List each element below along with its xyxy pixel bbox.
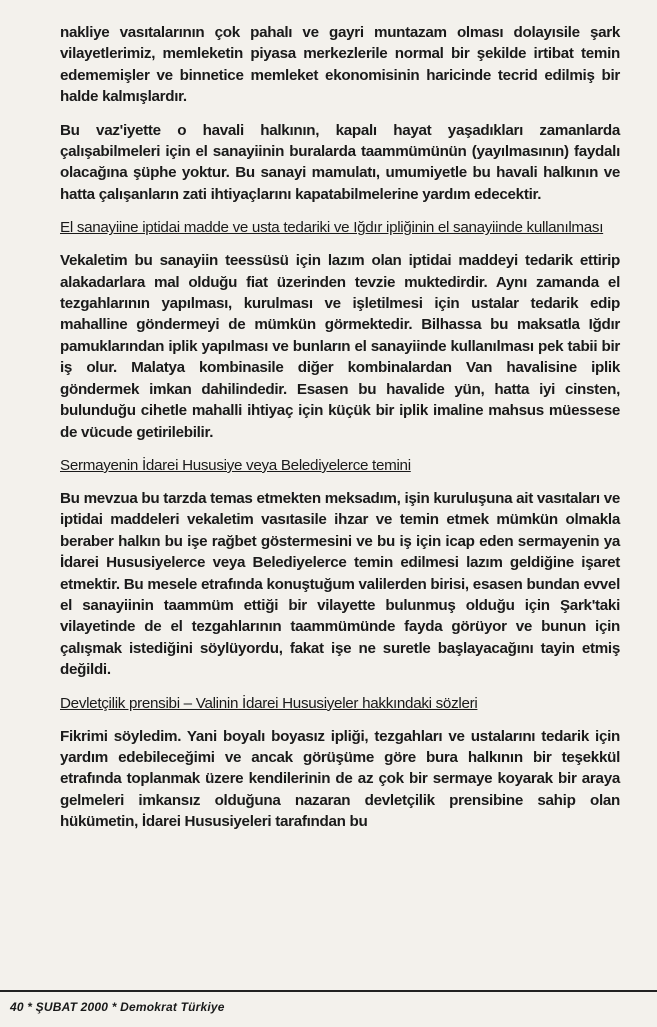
paragraph: Fikrimi söyledim. Yani boyalı boyasız ipliği, tezgahları ve ustalarını tedarik için yardım edebileceğimi ve ancak görüşüme göre bura halkının bir teşekkül etrafında toplanmak üzere kendilerinin de az çok bir sermaye koyarak bir araya gelmeleri imkansız olduğuna nazaran devletçilik prensibine sahip olan hükümetin, İdarei Hususiyeleri tarafından bu (60, 727, 620, 831)
footer-divider (0, 990, 657, 992)
paragraph: Vekaletim bu sanayiin teessüsü için lazım olan iptidai maddeyi tedarik ettirip alakadarlara mal olduğu fiat üzerinden tevzie muktedirdir. Aynı zamanda el tezgahlarının yapılması, kurulması ve işletilmesi için ustalar tedarik edip mahalline göndermeyi de mümkün görmektedir. Bilhassa bu maksatla Iğdır pamuklarından iplik yapılması ve bunların el sanayiinde kullanılması pek tabii bir iş olur. Malatya kombinasile diğer kombinalardan Van havalisine iplik göndermek imkan dahilindedir. Esasen bu havalide yün, hatta iyi cinsten, bulunduğu cihetle mahalli ihtiyaç için küçük bir iplik imaline mahsus müessese de vücude getirilebilir. (60, 252, 620, 441)
section-heading: Devletçilik prensibi – Valinin İdarei Hususiyeler hakkındaki sözleri (60, 694, 478, 712)
page-footer: 40 * ŞUBAT 2000 * Demokrat Türkiye (10, 1000, 225, 1014)
section-heading: El sanayiine iptidai madde ve usta tedariki ve Iğdır ipliğinin el sanayiinde kullanılması (60, 219, 604, 237)
article-body (60, 22, 620, 845)
paragraph: nakliye vasıtalarının çok pahalı ve gayri muntazam olması dolayısile şark vilayetlerimiz, memleketin piyasa merkezlerile normal bir şekilde irtibat temin edememişler ve binnetice memleket ekonomisinin haricinde tecrid edilmiş bir halde kalmışlardır. (60, 24, 620, 106)
paragraph: Bu vaz'iyette o havali halkının, kapalı hayat yaşadıkları zamanlarda çalışabilmeleri için el sanayiinin buralarda taammümünün (yayılmasının) faydalı olacağına şüphe yoktur. Bu sanayi mamulatı, umumiyetle bu havali halkının ve hatta çalışanların zati ihtiyaçlarını kapatabilmelerine yardım edecektir. (60, 121, 620, 203)
section-heading: Sermayenin İdarei Hususiye veya Belediyelerce temini (60, 456, 411, 474)
paragraph: Bu mevzua bu tarzda temas etmekten meksadım, işin kuruluşuna ait vasıtaları ve iptidai maddeleri vekaletim vasıtasile ihzar ve temin etmek mümkün olmakla beraber halkın bu işe rağbet göstermesini ve bu iş için icap eden sermayenin ya İdarei Hususiyelerce veya Belediyelerce temin edilmesi lazım geldiğine işaret etmektir. Bu mesele etrafında konuştuğum valilerden birisi, esasen bundan evvel el sanayiinin taammüm ettiği bir vilayette bulunmuş olduğu için Şark'taki vilayetinde de el tezgahlarının taammümünde fayda görüyor ve bunun için çalışmak istediğini söylüyordu, fakat işe ne suretle başlayacağını tayin etmiş değildi. (60, 489, 620, 679)
